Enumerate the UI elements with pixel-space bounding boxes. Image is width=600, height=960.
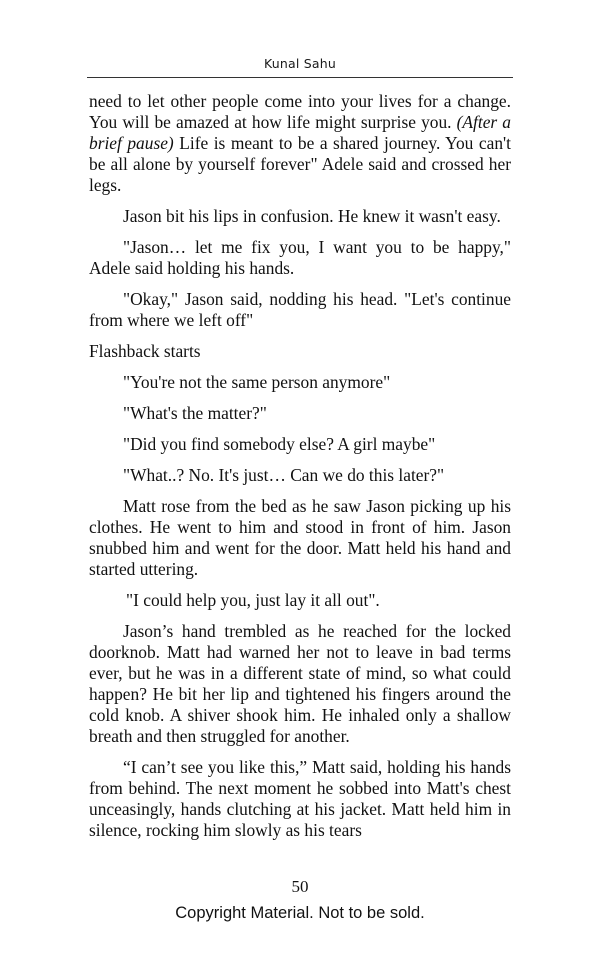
dialogue-line: "What's the matter?"	[123, 403, 267, 423]
paragraph-text: Life is meant to be a shared journey. You can't be all alone by yourself forever" Adele said and crossed her legs.	[89, 133, 511, 195]
header-rule	[87, 77, 513, 78]
paragraph-continuation	[89, 91, 511, 196]
paragraph: "Okay," Jason said, nodding his head. "Let's continue from where we left off"	[89, 289, 511, 330]
paragraph: Matt rose from the bed as he saw Jason picking up his clothes. He went to him and stood in front of him. Jason snubbed him and went for the door. Matt held his hand and started uttering.	[89, 496, 511, 579]
dialogue-line: "You're not the same person anymore"	[123, 372, 391, 392]
paragraph: Jason bit his lips in confusion. He knew it wasn't easy.	[123, 206, 501, 226]
paragraph-text: need to let other people come into your lives for a change. You will be amazed at how life might surprise you.	[89, 91, 511, 132]
paragraph: “I can’t see you like this,” Matt said, holding his hands from behind. The next moment he sobbed into Matt's chest unceasingly, hands clutching at his jacket. Matt held him in silence, rocking him slowly as his tears	[89, 757, 511, 840]
stage-direction: (After a brief pause)	[89, 112, 511, 153]
paragraph: "Jason… let me fix you, I want you to be happy," Adele said holding his hands.	[89, 237, 511, 278]
running-header-author: Kunal Sahu	[264, 56, 336, 71]
paragraph: Jason’s hand trembled as he reached for the locked doorknob. Matt had warned her not to leave in bad terms ever, but he was in a different state of mind, so what could happen? He bit her lip and tightened his fingers around the cold knob. A shiver shook him. He inhaled only a shallow breath and then struggled for another.	[89, 621, 511, 746]
scene-marker: Flashback starts	[89, 341, 201, 361]
dialogue-line: "Did you find somebody else? A girl maybe"	[123, 434, 436, 454]
page-body	[89, 91, 511, 851]
dialogue-line: "What..? No. It's just… Can we do this later?"	[123, 465, 445, 485]
dialogue-line: "I could help you, just lay it all out".	[126, 590, 380, 610]
page-number: 50	[291, 877, 309, 896]
copyright-notice: Copyright Material. Not to be sold.	[175, 904, 425, 922]
